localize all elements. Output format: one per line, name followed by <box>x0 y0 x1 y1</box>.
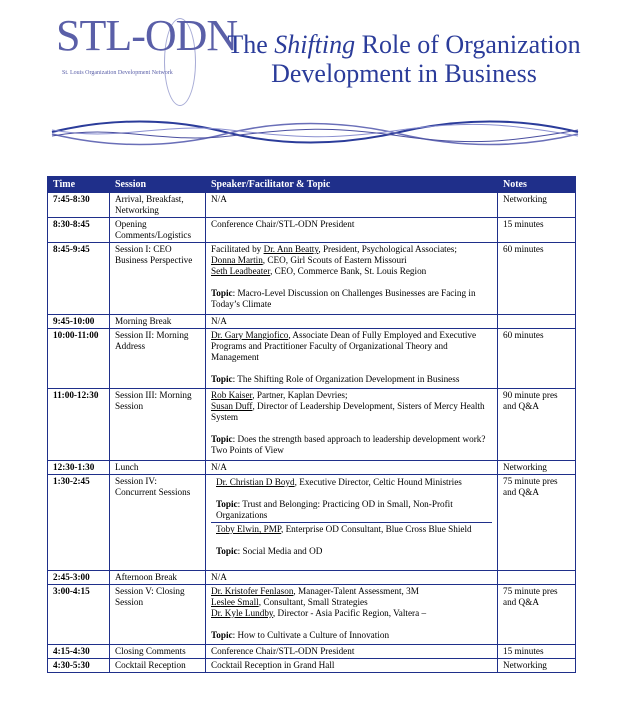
notes-cell <box>498 571 576 585</box>
session-cell: Session IV: Concurrent Sessions <box>110 475 206 571</box>
session-cell: Arrival, Breakfast, Networking <box>110 193 206 218</box>
time-cell: 4:15-4:30 <box>48 645 110 659</box>
speaker-cell: N/A <box>206 315 498 329</box>
notes-cell: Networking <box>498 659 576 673</box>
table-row <box>48 389 576 461</box>
session-cell: Morning Break <box>110 315 206 329</box>
table-row <box>48 571 576 585</box>
speaker-line: Donna Martin, CEO, Girl Scouts of Eastern Missouri <box>211 255 407 265</box>
speaker-line: Rob Kaiser, Partner, Kaplan Devries; <box>211 390 348 400</box>
title-line-2: Development in Business <box>271 59 537 88</box>
speaker-cell: Conference Chair/STL-ODN President <box>206 645 498 659</box>
speaker-line: Facilitated by Dr. Ann Beatty, President, Psychological Associates; <box>211 244 457 254</box>
time-cell: 8:30-8:45 <box>48 218 110 243</box>
decorative-wave <box>50 116 580 150</box>
topic-line: Topic: Macro-Level Discussion on Challenges Businesses are Facing in Today’s Climate <box>211 288 476 309</box>
notes-cell: 60 minutes <box>498 329 576 389</box>
speaker-cell <box>206 243 498 315</box>
logo-subtitle: St. Louis Organization Development Network <box>62 70 173 76</box>
table-row <box>48 475 576 571</box>
notes-cell: 75 minute pres and Q&A <box>498 475 576 571</box>
speaker-name: Dr. Gary Mangiofico <box>211 330 289 340</box>
notes-cell: 60 minutes <box>498 243 576 315</box>
concurrent-session-b <box>211 522 492 558</box>
table-row <box>48 645 576 659</box>
header-notes: Notes <box>498 177 576 193</box>
session-cell: Lunch <box>110 461 206 475</box>
time-cell: 2:45-3:00 <box>48 571 110 585</box>
topic-line: Topic: The Shifting Role of Organization Development in Business <box>211 374 460 384</box>
speaker-name: Donna Martin <box>211 255 263 265</box>
table-header-row <box>48 177 576 193</box>
header-speaker: Speaker/Facilitator & Topic <box>206 177 498 193</box>
speaker-cell <box>206 475 498 571</box>
speaker-line: Toby Elwin, PMP, Enterprise OD Consultant, Blue Cross Blue Shield <box>216 524 472 534</box>
table-row <box>48 243 576 315</box>
concurrent-session-a <box>211 476 492 522</box>
table-row <box>48 659 576 673</box>
page-title <box>214 30 594 88</box>
speaker-cell: N/A <box>206 571 498 585</box>
speaker-name: Rob Kaiser <box>211 390 253 400</box>
topic-line: Topic: Trust and Belonging: Practicing OD in Small, Non-Profit Organizations <box>216 499 453 520</box>
session-cell: Cocktail Reception <box>110 659 206 673</box>
table-row <box>48 193 576 218</box>
speaker-name: Dr. Kyle Lundby <box>211 608 273 618</box>
session-cell: Session II: Morning Address <box>110 329 206 389</box>
speaker-line: Seth Leadbeater, CEO, Commerce Bank, St. Louis Region <box>211 266 427 276</box>
notes-cell: 90 minute pres and Q&A <box>498 389 576 461</box>
table-row <box>48 461 576 475</box>
speaker-line: Dr. Kyle Lundby, Director - Asia Pacific Region, Valtera – <box>211 608 427 618</box>
speaker-line: Susan Duff, Director of Leadership Development, Sisters of Mercy Health System <box>211 401 485 422</box>
speaker-line: Leslee Small, Consultant, Small Strategies <box>211 597 368 607</box>
speaker-cell <box>206 585 498 645</box>
stl-odn-logo <box>56 11 238 104</box>
speaker-line: Dr. Christian D Boyd, Executive Director, Celtic Hound Ministries <box>216 477 462 487</box>
notes-cell: 15 minutes <box>498 645 576 659</box>
notes-cell: 15 minutes <box>498 218 576 243</box>
agenda-table <box>47 176 576 673</box>
topic-line: Topic: Does the strength based approach to leadership development work? Two Points of View <box>211 434 486 455</box>
speaker-cell: Conference Chair/STL-ODN President <box>206 218 498 243</box>
session-cell: Session V: Closing Session <box>110 585 206 645</box>
table-row <box>48 329 576 389</box>
notes-cell: Networking <box>498 461 576 475</box>
speaker-name: Leslee Small <box>211 597 259 607</box>
speaker-cell: N/A <box>206 461 498 475</box>
time-cell: 10:00-11:00 <box>48 329 110 389</box>
speaker-line: Dr. Gary Mangiofico, Associate Dean of Fully Employed and Executive Programs and Practitioner Faculty of Organizational Theory and Management <box>211 330 477 362</box>
session-cell: Opening Comments/Logistics <box>110 218 206 243</box>
title-line-1: The Shifting Role of Organization <box>227 30 581 59</box>
speaker-name: Seth Leadbeater <box>211 266 271 276</box>
speaker-name: Dr. Kristofer Fenlason <box>211 586 294 596</box>
notes-cell: Networking <box>498 193 576 218</box>
topic-line: Topic: Social Media and OD <box>216 546 323 556</box>
speaker-cell <box>206 329 498 389</box>
speaker-cell <box>206 389 498 461</box>
notes-cell: 75 minute pres and Q&A <box>498 585 576 645</box>
session-cell: Afternoon Break <box>110 571 206 585</box>
speaker-name: Dr. Christian D Boyd <box>216 477 295 487</box>
speaker-name: Susan Duff <box>211 401 253 411</box>
speaker-cell: N/A <box>206 193 498 218</box>
session-cell: Session I: CEO Business Perspective <box>110 243 206 315</box>
topic-line: Topic: How to Cultivate a Culture of Innovation <box>211 630 390 640</box>
session-cell: Session III: Morning Session <box>110 389 206 461</box>
time-cell: 11:00-12:30 <box>48 389 110 461</box>
table-row <box>48 218 576 243</box>
logo-text: STL-ODN <box>56 11 238 60</box>
speaker-cell: Cocktail Reception in Grand Hall <box>206 659 498 673</box>
time-cell: 7:45-8:30 <box>48 193 110 218</box>
speaker-name: Dr. Ann Beatty <box>263 244 319 254</box>
session-cell: Closing Comments <box>110 645 206 659</box>
time-cell: 1:30-2:45 <box>48 475 110 571</box>
time-cell: 8:45-9:45 <box>48 243 110 315</box>
title-emphasis: Shifting <box>274 30 356 59</box>
time-cell: 9:45-10:00 <box>48 315 110 329</box>
header-time: Time <box>48 177 110 193</box>
speaker-line: Dr. Kristofer Fenlason, Manager-Talent Assessment, 3M <box>211 586 419 596</box>
time-cell: 12:30-1:30 <box>48 461 110 475</box>
table-row <box>48 585 576 645</box>
time-cell: 4:30-5:30 <box>48 659 110 673</box>
notes-cell <box>498 315 576 329</box>
speaker-name: Toby Elwin, PMP <box>216 524 281 534</box>
header-session: Session <box>110 177 206 193</box>
table-row <box>48 315 576 329</box>
time-cell: 3:00-4:15 <box>48 585 110 645</box>
